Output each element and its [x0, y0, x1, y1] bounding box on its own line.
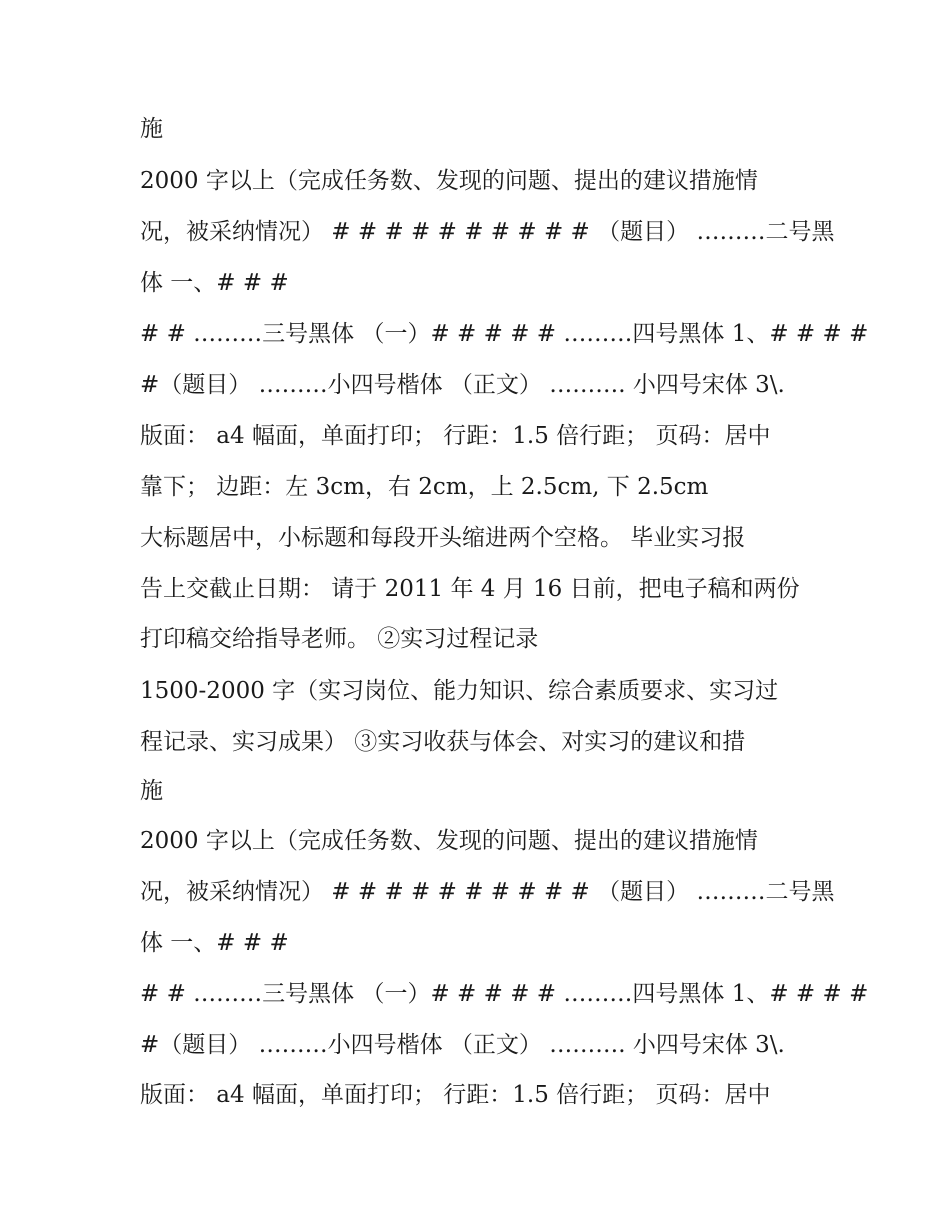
- text-line: #（题目） ………小四号楷体 （正文） ………. 小四号宋体 3\.: [140, 1032, 785, 1058]
- text-line: 体 一、# # #: [140, 270, 289, 296]
- text-line: 打印稿交给指导老师。 ②实习过程记录: [140, 626, 539, 652]
- text-line: 况，被采纳情况） # # # # # # # # # # （题目） ………二号黑: [140, 219, 835, 245]
- text-line: 施: [140, 778, 163, 804]
- text-line: 程记录、实习成果） ③实习收获与体会、对实习的建议和措: [140, 729, 746, 755]
- text-line: 2000 字以上（完成任务数、发现的问题、提出的建议措施情: [140, 168, 758, 194]
- text-line: 体 一、# # #: [140, 930, 289, 956]
- text-line: 况，被采纳情况） # # # # # # # # # # （题目） ………二号黑: [140, 879, 835, 905]
- text-line: # # ………三号黑体 （一）# # # # # ………四号黑体 1、# # # #: [140, 321, 869, 347]
- text-line: 1500-2000 字（实习岗位、能力知识、综合素质要求、实习过: [140, 678, 779, 704]
- text-line: 大标题居中，小标题和每段开头缩进两个空格。 毕业实习报: [140, 525, 746, 551]
- text-line: 版面： a4 幅面，单面打印； 行距：1.5 倍行距； 页码：居中: [140, 1082, 771, 1108]
- text-line: 施: [140, 116, 163, 142]
- text-line: 告上交截止日期： 请于 2011 年 4 月 16 日前，把电子稿和两份: [140, 576, 800, 602]
- text-line: 2000 字以上（完成任务数、发现的问题、提出的建议措施情: [140, 828, 758, 854]
- text-line: #（题目） ………小四号楷体 （正文） ………. 小四号宋体 3\.: [140, 372, 785, 398]
- text-line: # # ………三号黑体 （一）# # # # # ………四号黑体 1、# # # #: [140, 981, 869, 1007]
- text-line: 靠下； 边距：左 3cm，右 2cm，上 2.5cm, 下 2.5cm: [140, 474, 709, 500]
- text-line: 版面： a4 幅面，单面打印； 行距：1.5 倍行距； 页码：居中: [140, 423, 771, 449]
